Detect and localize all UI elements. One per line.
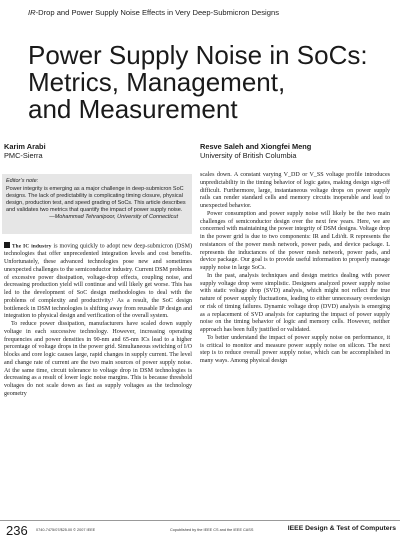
running-header	[28, 8, 388, 17]
editors-note-label: Editor’s note:	[6, 178, 39, 184]
paragraph: To reduce power dissipation, manufacturers have scaled down supply voltage in each successive technology. However, increasing operating frequencies and power densities in 90-nm and 65-nm ICs lead to a higher percentage of voltage drops in the power grid. Simultaneous switching of I/O blocks and core logic causes large, rapid changes in supply current. The level and change rate of current are the two main sources of power supply noise. At the same time, circuit tolerance to voltage drop in DSM technologies is decreasing as a result of lower logic noise margins. This is because threshold voltages do not scale down as fast as supply voltages as the technology geometry	[4, 321, 192, 397]
right-column	[200, 172, 390, 366]
article-title	[28, 42, 388, 123]
paragraph: To better understand the impact of power supply noise on performance, it is critical to monitor and measure power supply noise on silicon. The next step is to reduce overall power supply noise, which can be accomplished in many ways. Among physical design	[200, 334, 390, 364]
author-name: Karim Arabi	[4, 142, 46, 151]
left-column	[4, 242, 192, 399]
title-line-3: and Measurement	[28, 94, 238, 124]
running-header-text: -Drop and Power Supply Noise Effects in Very Deep-Submicron Designs	[35, 8, 279, 17]
paragraph	[4, 242, 192, 321]
drop-square-icon	[4, 242, 10, 248]
author-block-1	[4, 142, 46, 160]
editors-note	[2, 174, 192, 234]
title-line-2: Metrics, Management,	[28, 67, 286, 97]
author-name: Resve Saleh and Xiongfei Meng	[200, 142, 312, 151]
lead-in: The IC industry	[12, 243, 52, 250]
running-header-prefix: IR	[28, 8, 36, 17]
footer-rule	[0, 520, 400, 521]
author-affiliation: PMC-Sierra	[4, 151, 43, 160]
footer-copublished: Copublished by the IEEE CS and the IEEE CASS	[170, 528, 254, 532]
paragraph: scales down. A constant varying V_DD or V_SS voltage profile introduces unpredictability in the timing behavior of logic gates, making design sign-off difficult. Furthermore, large, instantaneous voltage drops on power supply rails can render standard cells and memory circuits inoperable and lead to unexpected behavior.	[200, 172, 390, 209]
paragraph: Power consumption and power supply noise will likely be the two main challenges of semiconductor design over the next few years. Here, we are concerned with maintaining the power integrity of DSM designs. Voltage drop in the power grid is due to two components: IR and Ldi/dt. R represents the resistances of the power mesh network, power pads, and device package. L represents the inductances of the power mesh network, power pads, and device package. Our goal is to provide useful information to properly manage supply noise in large SoCs.	[200, 210, 390, 271]
editors-note-signature: —Mohammad Tehranipoor, University of Connecticut	[49, 214, 178, 220]
author-block-2	[200, 142, 311, 160]
author-affiliation: University of British Columbia	[200, 151, 297, 160]
editors-note-body: Power integrity is emerging as a major challenge in deep-submicron SoC designs. The lack of predictability is complicating timing closure, physical design, production test, and speed grading of SoCs. This article describes and validates two metrics that quantify the impact of power supply noise.	[6, 186, 186, 213]
paragraph-text: is moving quickly to adopt new deep-submicron (DSM) technologies that offer unprecedented integration levels and cost benefits. Unfortunately, these advanced technologies pose new and sometimes unexpected challenges to the semiconductor industry. Current DSM problems of excessive power dissipation, voltage-drop effects, coupling noise, and decreasing production yield will continue and will likely get worse. This has led to the development of SoC design methodologies to deal with the problems of complexity and productivity.¹ As a result, the SoC design bottleneck in DSM technologies is shifting away from reusable IP design and integration to physical design and verification of the overall system.	[4, 243, 193, 320]
footer-issn: 0740-7475/07/$25.00 © 2007 IEEE	[36, 528, 96, 532]
page-number: 236	[6, 523, 28, 538]
paragraph: In the past, analysis techniques and design metrics dealing with power supply voltage drop were simplistic. Designers analyzed power supply noise with static voltage drop (SVD) analysis, which might not reflect the true nature of power supply fluctuations, leading to either unnecessary overdesign or risk of timing failures. Dynamic voltage drop (DVD) analysis is emerging as a replacement of SVD analysis for capturing the impact of power supply noise on the timing behavior of logic and memory cells. However, neither approach has been fully justified or validated.	[200, 272, 390, 333]
title-line-1: Power Supply Noise in SoCs:	[28, 40, 368, 70]
footer-journal: IEEE Design & Test of Computers	[287, 525, 396, 532]
